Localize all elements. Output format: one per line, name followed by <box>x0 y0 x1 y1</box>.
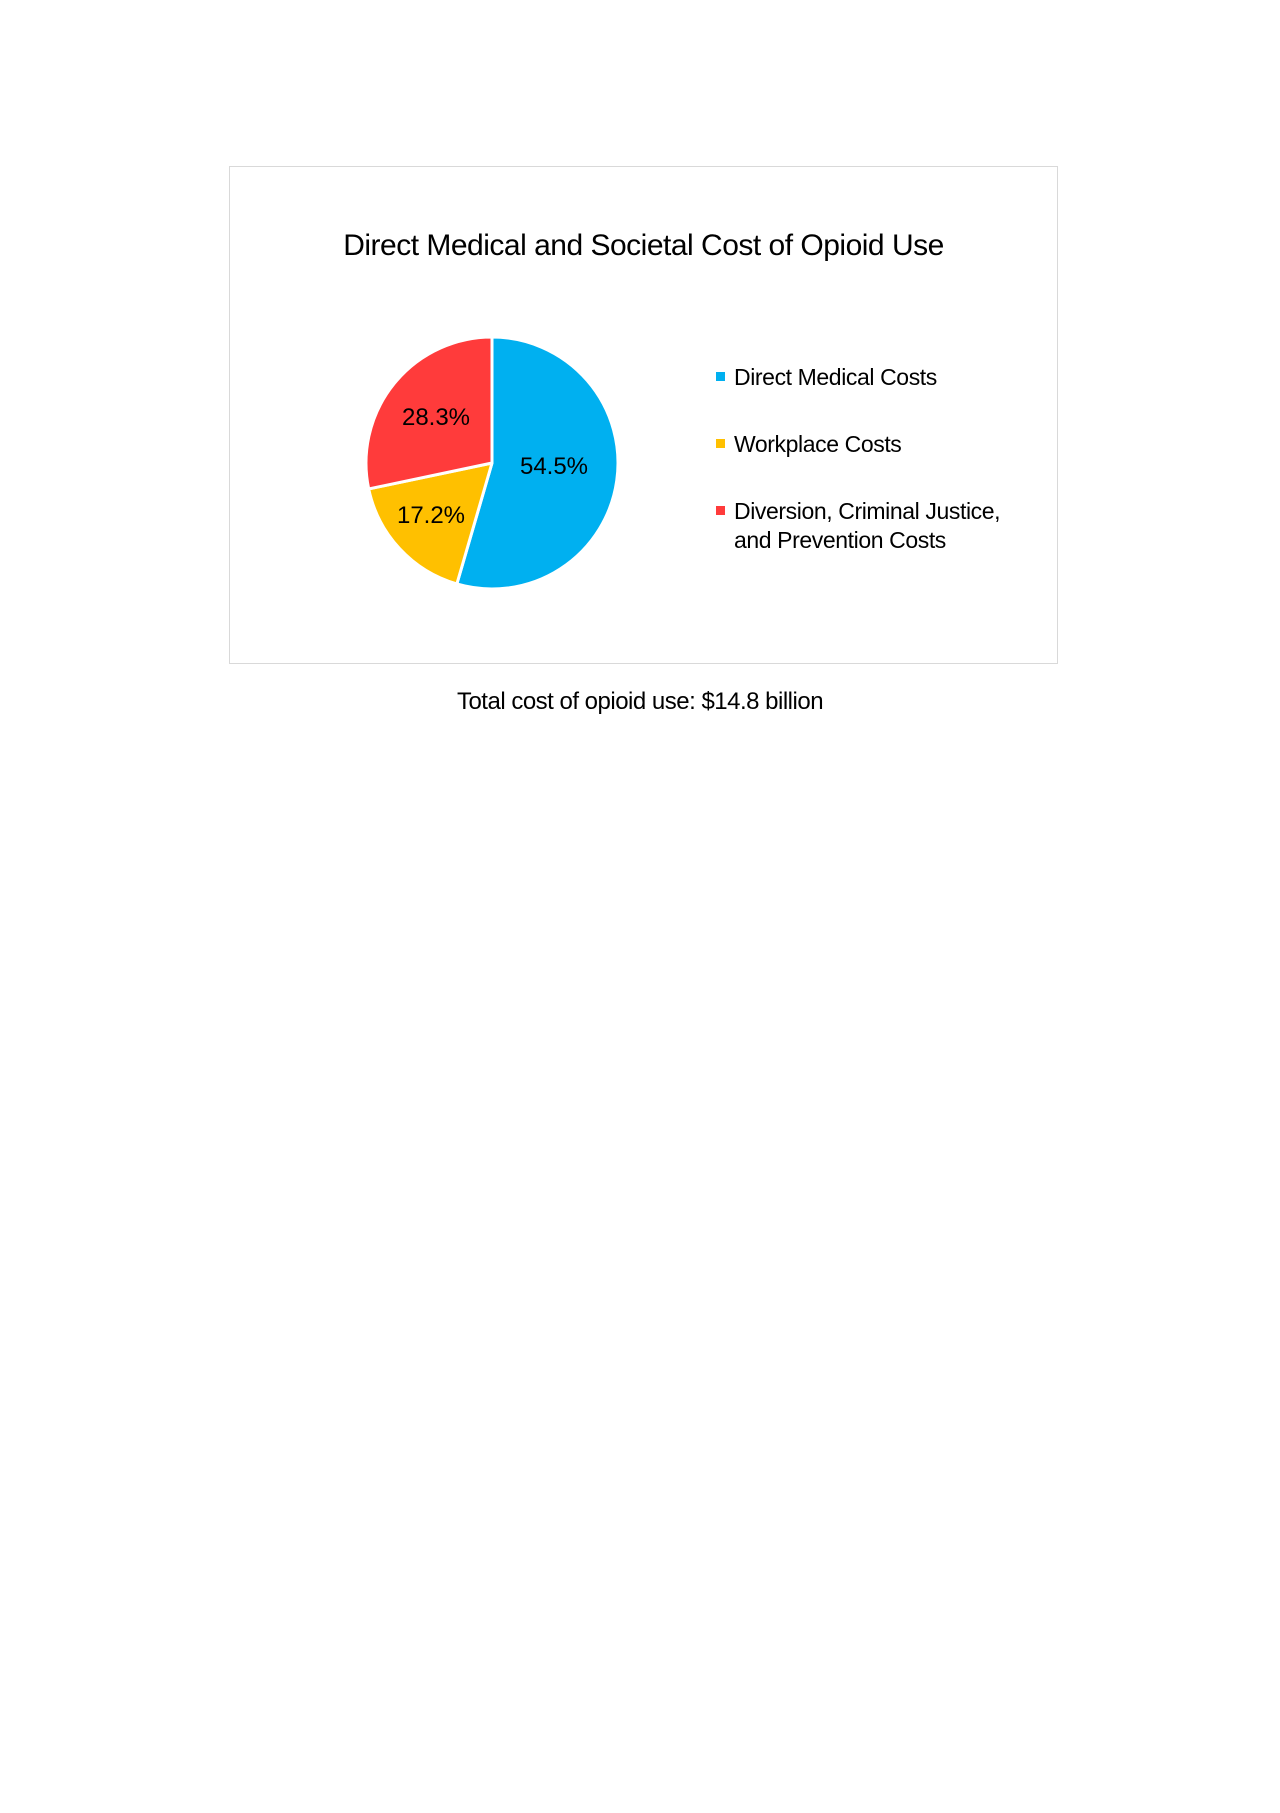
legend-label: Diversion, Criminal Justice, and Prevention Costs <box>734 498 1001 553</box>
chart-frame <box>229 166 1058 664</box>
legend-swatch <box>716 372 725 381</box>
slice-data-label: 54.5% <box>519 453 589 480</box>
legend-swatch <box>716 506 725 515</box>
legend-label: Direct Medical Costs <box>734 364 937 390</box>
legend-item-direct-medical <box>716 363 1036 392</box>
chart-title: Direct Medical and Societal Cost of Opioid Use <box>343 229 944 262</box>
legend-swatch <box>716 439 725 448</box>
legend-label: Workplace Costs <box>734 431 902 457</box>
slice-data-label: 17.2% <box>396 502 466 529</box>
legend-item-workplace <box>716 430 1036 459</box>
legend-item-diversion <box>716 497 1036 555</box>
figure-caption: Total cost of opioid use: $14.8 billion <box>456 688 824 715</box>
slice-data-label: 28.3% <box>401 404 471 431</box>
chart-legend <box>716 363 1036 593</box>
